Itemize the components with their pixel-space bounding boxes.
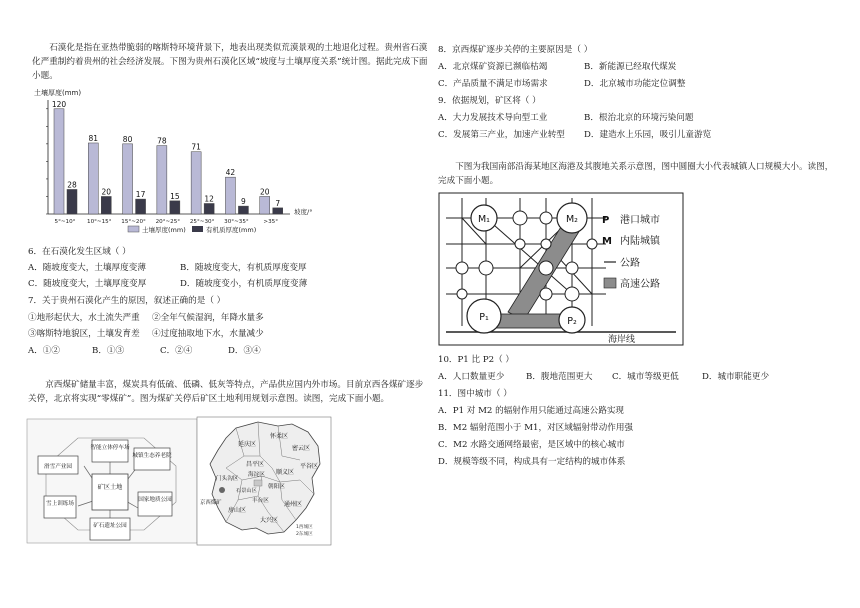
intro-port: 下图为我国南部沿海某地区海港及其腹地关系示意图，图中圆圈大小代表城镇人口规模大小。读图，完成下面小题。 <box>438 162 834 186</box>
q11-stem: 11．图中城市（ ） <box>438 389 512 399</box>
q7-option-a[interactable]: A．①② <box>28 346 60 356</box>
mine-landuse-diagram <box>26 418 198 544</box>
bar-value-label: 17 <box>135 190 146 200</box>
bar-soil-4 <box>191 152 201 214</box>
city-m1: M₁ <box>477 214 491 225</box>
bar-organic-4 <box>204 203 214 214</box>
map-fangshan: 房山区 <box>228 507 247 514</box>
chart-ylabel: 土壤厚度(mm) <box>34 89 82 97</box>
q11-option-c[interactable]: C．M2 水路交通网络最密，是区域中的核心城市 <box>438 440 625 450</box>
q7-option-c[interactable]: C．②④ <box>160 346 193 356</box>
x-tick-label: 5°~10° <box>54 219 76 225</box>
q8-stem: 8．京西煤矿逐步关停的主要原因是（ ） <box>438 45 593 55</box>
q10-option-b[interactable]: B．腹地范围更大 <box>526 372 593 382</box>
q7-option-d[interactable]: D．③④ <box>228 346 261 356</box>
bar-organic-2 <box>136 199 146 214</box>
q11-option-a[interactable]: A．P1 对 M2 的辐射作用只能通过高速公路实现 <box>438 406 625 416</box>
intro-coal-mine: 京西煤矿储量丰富，煤炭具有低硫、低磷、低灰等特点，产品供应国内外市场。目前京西各煤矿逐步关停，北京将实现“零煤矿”。图为煤矿关停后矿区土地利用规划示意图。读图，完成下面小题。 <box>28 380 424 404</box>
node-ski-park: 滑雪产业园 <box>44 464 72 470</box>
x-tick-label: 10°~15° <box>87 219 112 225</box>
q7-item-4: ④过度抽取地下水，水量减少 <box>152 329 264 339</box>
q8-option-c[interactable]: C．产品质量不满足市场需求 <box>438 79 548 89</box>
q9-option-b[interactable]: B．根治北京的环境污染问题 <box>584 113 694 123</box>
map-chaoyang: 朝阳区 <box>268 484 285 490</box>
q9-option-c[interactable]: C．发展第三产业，加速产业转型 <box>438 130 565 140</box>
q9-option-d[interactable]: D．建造水上乐园，吸引儿童游览 <box>584 130 712 140</box>
bar-soil-2 <box>123 144 133 214</box>
coal-mine-marker-icon <box>219 487 225 493</box>
legend-port-city: 港口城市 <box>620 215 660 226</box>
mine-center-label: 矿区土地 <box>97 484 123 491</box>
q7-item-3: ③喀斯特地貌区，土壤发育差 <box>28 329 140 339</box>
port-hinterland-diagram <box>438 192 684 346</box>
map-miyun: 密云区 <box>292 445 311 452</box>
map-shunyi: 顺义区 <box>276 469 295 476</box>
q8-option-b[interactable]: B．新能源已经取代煤炭 <box>584 62 677 72</box>
node-eldercare: 城镇生态养老院 <box>132 453 172 459</box>
map-yanqing: 延庆区 <box>238 441 257 448</box>
bar-value-label: 12 <box>204 194 214 204</box>
map-pinggu: 平谷区 <box>300 463 319 470</box>
x-tick-label: 25°~30° <box>189 219 215 225</box>
legend-highway: 高速公路 <box>620 279 660 290</box>
x-tick-label: >35° <box>263 219 279 225</box>
q9-option-a[interactable]: A．大力发展技术导向型工业 <box>438 113 548 123</box>
bar-value-label: 120 <box>51 99 67 109</box>
map-jingxi-coal: 京西煤矿 <box>200 500 222 506</box>
q10-stem: 10．P1 比 P2（ ） <box>438 355 515 365</box>
map-fengtai: 丰台区 <box>252 498 269 504</box>
q6-option-b[interactable]: B．随坡度变大，有机质厚度变厚 <box>180 263 307 273</box>
q8-option-a[interactable]: A．北京煤矿资源已濒临枯竭 <box>438 62 548 72</box>
node-geopark: 国家地质公园 <box>138 497 172 503</box>
bar-value-label: 9 <box>241 197 246 207</box>
map-changping: 昌平区 <box>246 461 265 468</box>
x-tick-label: 15°~20° <box>121 219 146 225</box>
chart-xlabel: 坡度/° <box>294 208 313 216</box>
q7-item-1: ①地形起伏大，水土流失严重 <box>28 313 140 323</box>
q6-option-d[interactable]: D．随坡度变小，有机质厚度变薄 <box>180 279 308 289</box>
q10-option-c[interactable]: C．城市等级更低 <box>612 372 679 382</box>
q10-option-d[interactable]: D．城市职能更少 <box>702 372 770 382</box>
q10-option-a[interactable]: A．人口数量更少 <box>438 372 505 382</box>
legend-organic-swatch <box>192 226 203 232</box>
q9-stem: 9．依据规划，矿区将（ ） <box>438 96 541 106</box>
map-legend-xicheng: 1西城区 <box>296 525 313 530</box>
bar-soil-1 <box>88 143 98 214</box>
q11-option-b[interactable]: B．M2 辐射范围小于 M1，对区域辐射带动作用强 <box>438 423 634 433</box>
x-tick-label: 30°~35° <box>224 219 249 225</box>
legend-key-p: P <box>602 215 610 226</box>
bar-value-label: 20 <box>101 187 112 197</box>
node-snow-training: 雪上训练场 <box>46 501 74 507</box>
legend-soil-swatch <box>128 226 139 232</box>
bar-value-label: 28 <box>67 180 77 190</box>
slope-soil-chart <box>28 86 328 242</box>
bar-organic-5 <box>238 206 248 214</box>
q7-item-2: ②全年气候湿润，年降水量多 <box>152 313 264 323</box>
coastline-label: 海岸线 <box>608 335 636 345</box>
bar-soil-3 <box>157 146 167 214</box>
bar-soil-6 <box>260 196 270 214</box>
q6-option-c[interactable]: C．随坡度变大，土壤厚度变厚 <box>28 279 147 289</box>
q7-option-b[interactable]: B．①③ <box>92 346 125 356</box>
bar-value-label: 71 <box>191 142 201 152</box>
bar-soil-5 <box>225 177 235 214</box>
q8-option-d[interactable]: D．北京城市功能定位调整 <box>584 79 686 89</box>
map-legend-dongcheng: 2东城区 <box>296 532 313 537</box>
bar-organic-0 <box>67 189 77 214</box>
legend-key-m: M <box>602 236 612 247</box>
node-parking: 智能立体停车场 <box>90 445 130 451</box>
q7-stem: 7．关于贵州石漠化产生的原因，叙述正确的是（ ） <box>28 296 226 306</box>
bar-organic-1 <box>101 196 111 214</box>
bar-value-label: 81 <box>88 133 99 143</box>
map-huairou: 怀柔区 <box>270 433 289 440</box>
x-tick-label: 20°~25° <box>155 219 181 225</box>
bar-value-label: 80 <box>122 134 133 144</box>
legend-organic: 有机质厚度(mm) <box>206 226 257 234</box>
q11-option-d[interactable]: D．规模等级不同，构成具有一定结构的城市体系 <box>438 457 626 467</box>
map-shijingshan: 石景山区 <box>236 488 257 494</box>
intro-desertification: 石漠化是指在亚热带脆弱的喀斯特环境背景下，地表出现类似荒漠景观的土地退化过程。贵州省石漠化严重制约着贵州的社会经济发展。下图为贵州石漠化区域“坡度与土壤厚度关系”统计图。据此完成下面小题。 <box>32 43 428 81</box>
legend-highway-swatch <box>604 278 616 288</box>
port-p1: P₁ <box>479 312 489 323</box>
port-p2: P₂ <box>567 316 577 327</box>
legend-inland-town: 内陆城镇 <box>620 236 660 247</box>
bar-value-label: 20 <box>259 187 270 197</box>
legend-road: 公路 <box>620 258 640 269</box>
city-m2: M₂ <box>565 214 579 225</box>
beijing-district-map <box>196 416 332 546</box>
map-daxing: 大兴区 <box>260 517 279 524</box>
bar-organic-3 <box>170 201 180 214</box>
map-tongzhou: 通州区 <box>284 501 303 508</box>
legend-soil: 土壤厚度(mm) <box>142 226 186 234</box>
bar-value-label: 42 <box>225 168 236 178</box>
q6-stem: 6．在石漠化发生区域（ ） <box>28 247 131 257</box>
node-ore-park: 矿石遗址公园 <box>93 523 127 529</box>
map-haidian: 海淀区 <box>248 472 265 478</box>
q6-option-a[interactable]: A．随坡度变大，土壤厚度变薄 <box>28 263 146 273</box>
bar-value-label: 78 <box>157 136 167 146</box>
bar-value-label: 15 <box>170 191 180 201</box>
bar-soil-0 <box>54 109 64 214</box>
map-mentougou: 门头沟区 <box>216 476 239 482</box>
bar-value-label: 7 <box>275 198 281 208</box>
bar-organic-6 <box>273 208 283 214</box>
